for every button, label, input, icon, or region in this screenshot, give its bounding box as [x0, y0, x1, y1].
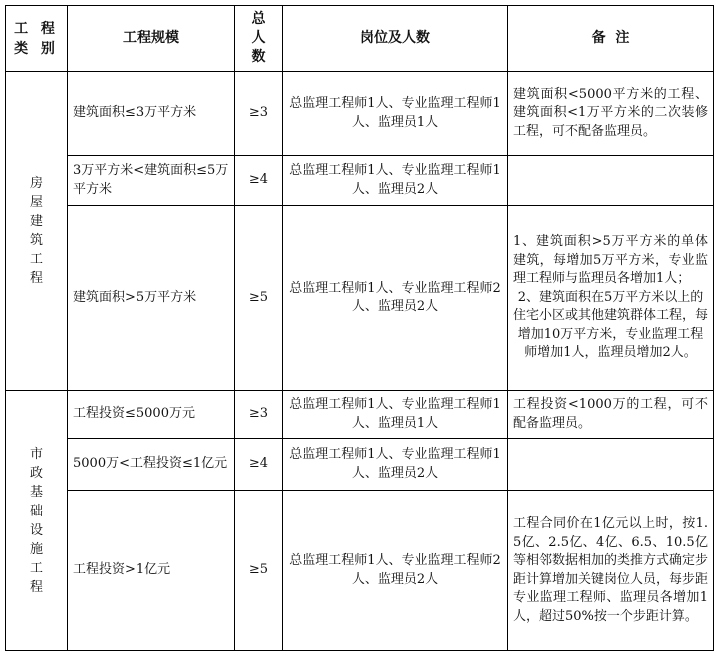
category-building: 房 屋 建 筑 工 程 [6, 72, 68, 391]
table-row [6, 206, 714, 391]
positions-cell: 总监理工程师1人、专业监理工程师1人、监理员2人 [283, 156, 508, 206]
table-row [6, 439, 714, 491]
table-row [6, 72, 714, 156]
header-row [6, 6, 714, 72]
positions-cell: 总监理工程师1人、专业监理工程师1人、监理员1人 [283, 72, 508, 156]
positions-cell: 总监理工程师1人、专业监理工程师2人、监理员2人 [283, 206, 508, 391]
staffing-table [5, 5, 714, 651]
table-row [6, 491, 714, 651]
header-category: 工 程 类 别 [6, 6, 68, 72]
scale-cell: 工程投资≤5000万元 [68, 391, 235, 439]
remarks-cell: 工程投资<1000万的工程，可不配备监理员。 [508, 391, 714, 439]
table-row [6, 391, 714, 439]
table-row [6, 156, 714, 206]
scale-cell: 建筑面积>5万平方米 [68, 206, 235, 391]
remarks-cell [508, 156, 714, 206]
total-cell: ≥4 [235, 439, 283, 491]
total-cell: ≥4 [235, 156, 283, 206]
scale-cell: 建筑面积≤3万平方米 [68, 72, 235, 156]
header-total: 总 人 数 [235, 6, 283, 72]
positions-cell: 总监理工程师1人、专业监理工程师1人、监理员2人 [283, 439, 508, 491]
total-cell: ≥3 [235, 72, 283, 156]
positions-cell: 总监理工程师1人、专业监理工程师1人、监理员1人 [283, 391, 508, 439]
remarks-item-2: 2、建筑面积在5万平方米以上的住宅小区或其他建筑群体工程，每增加10万平方米，专业监理工程师增加1人，监理员增加2人。 [513, 289, 709, 361]
remarks-item-1: 1、建筑面积>5万平方米的单体建筑，每增加5万平方米，专业监理工程师与监理员各增加1人； [513, 234, 708, 287]
remarks-cell [508, 206, 714, 391]
total-cell: ≥5 [235, 491, 283, 651]
header-positions: 岗位及人数 [283, 6, 508, 72]
remarks-cell: 建筑面积<5000平方米的工程、建筑面积<1万平方米的二次装修工程，可不配备监理员。 [508, 72, 714, 156]
remarks-cell [508, 439, 714, 491]
scale-cell: 5000万<工程投资≤1亿元 [68, 439, 235, 491]
scale-cell: 3万平方米<建筑面积≤5万平方米 [68, 156, 235, 206]
remarks-cell: 工程合同价在1亿元以上时，按1.5亿、2.5亿、4亿、6.5、10.5亿等相邻数据相加的类推方式确定步距计算增加关键岗位人员，每步距专业监理工程师、监理员各增加1人，超过50%按一个步距计算。 [508, 491, 714, 651]
positions-cell: 总监理工程师1人、专业监理工程师2人、监理员2人 [283, 491, 508, 651]
header-scale: 工程规模 [68, 6, 235, 72]
total-cell: ≥3 [235, 391, 283, 439]
total-cell: ≥5 [235, 206, 283, 391]
category-municipal: 市 政 基 础 设 施 工 程 [6, 391, 68, 651]
header-remarks: 备 注 [508, 6, 714, 72]
scale-cell: 工程投资>1亿元 [68, 491, 235, 651]
